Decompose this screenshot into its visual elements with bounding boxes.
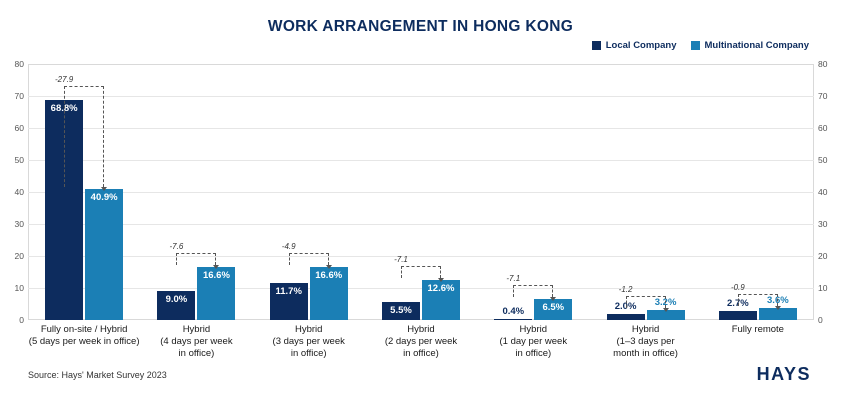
- hays-logo: HAYS: [756, 364, 811, 384]
- bar-value-label-multinational: 12.6%: [427, 282, 455, 294]
- bar-group: [140, 64, 252, 320]
- delta-bracket: [401, 266, 441, 278]
- bar-value-label-local: 0.4%: [502, 305, 525, 317]
- bar-value-label-local: 68.8%: [50, 102, 78, 114]
- bar-local-company[interactable]: [494, 319, 532, 320]
- delta-label: -4.9: [281, 241, 296, 251]
- x-label-line: in office): [290, 348, 327, 359]
- x-label-line: (3 days per week: [272, 336, 345, 347]
- bar-group: [477, 64, 589, 320]
- chart-legend: [592, 40, 809, 51]
- y-tick-label: 80: [14, 59, 24, 69]
- legend-swatch-multinational: [691, 41, 700, 50]
- y-tick-label: 80: [818, 59, 828, 69]
- bar-series-group: [28, 64, 814, 320]
- delta-arrow-icon: [438, 278, 444, 282]
- bar-multinational-company[interactable]: [85, 189, 123, 320]
- x-label-line: Hybrid: [407, 324, 435, 335]
- delta-bracket: [176, 253, 216, 265]
- delta-arrow-icon: [550, 297, 556, 301]
- x-axis-category-label: [589, 324, 701, 360]
- y-tick-label: 0: [818, 315, 823, 325]
- bar-local-company[interactable]: [607, 314, 645, 320]
- bar-value-label-multinational: 3.2%: [654, 296, 677, 308]
- y-tick-label: 50: [14, 155, 24, 165]
- x-label-line: (5 days per week in office): [28, 336, 140, 347]
- x-label-line: in office): [515, 348, 552, 359]
- legend-label-multinational: Multinational Company: [704, 40, 809, 51]
- delta-bracket: [626, 296, 666, 308]
- bar-group: [589, 64, 701, 320]
- delta-bracket: [289, 253, 329, 265]
- y-tick-label: 40: [14, 187, 24, 197]
- delta-arrow-icon: [213, 265, 219, 269]
- x-label-line: Fully on-site / Hybrid: [40, 324, 128, 335]
- bar-group: [28, 64, 140, 320]
- delta-bracket: [64, 86, 104, 187]
- x-axis-category-label: [28, 324, 140, 348]
- x-label-line: Hybrid: [182, 324, 211, 335]
- x-label-line: Hybrid: [294, 324, 323, 335]
- delta-arrow-icon: [326, 265, 332, 269]
- legend-item-local: [592, 40, 677, 51]
- x-label-line: Hybrid: [631, 324, 660, 335]
- source-note: Source: Hays' Market Survey 2023: [28, 370, 167, 380]
- delta-arrow-icon: [663, 308, 669, 312]
- y-tick-label: 50: [818, 155, 828, 165]
- x-axis-category-label: [140, 324, 252, 360]
- bar-value-label-local: 2.0%: [614, 300, 637, 312]
- x-label-line: (1–3 days per: [616, 336, 675, 347]
- delta-label: -7.6: [169, 241, 184, 251]
- bar-group: [365, 64, 477, 320]
- y-tick-label: 10: [818, 283, 828, 293]
- y-tick-label: 70: [14, 91, 24, 101]
- delta-label: -7.1: [394, 254, 408, 264]
- x-axis-category-label: [702, 324, 814, 336]
- x-axis-category-label: [253, 324, 365, 360]
- y-tick-label: 30: [14, 219, 24, 229]
- x-label-line: Hybrid: [519, 324, 547, 335]
- x-label-line: Fully remote: [731, 324, 784, 335]
- bar-group: [253, 64, 365, 320]
- y-tick-label: 10: [14, 283, 24, 293]
- bar-value-label-local: 11.7%: [275, 285, 302, 297]
- bar-group: [702, 64, 814, 320]
- delta-bracket: [513, 285, 553, 297]
- y-tick-label: 0: [19, 315, 24, 325]
- delta-label: -7.1: [506, 274, 521, 284]
- y-tick-label: 30: [818, 219, 828, 229]
- bar-value-label-multinational: 16.6%: [315, 269, 343, 281]
- x-label-line: in office): [403, 348, 439, 359]
- bar-value-label-multinational: 3.6%: [767, 295, 789, 307]
- legend-swatch-local: [592, 41, 601, 50]
- x-axis-category-label: [365, 324, 477, 360]
- y-tick-label: 60: [14, 123, 24, 133]
- plot-area: [14, 59, 828, 325]
- delta-label: -0.9: [730, 283, 745, 293]
- y-tick-label: 20: [818, 251, 828, 261]
- x-label-line: month in office): [613, 348, 678, 359]
- delta-arrow-icon: [775, 306, 781, 310]
- bar-value-label-multinational: 6.5%: [542, 302, 565, 314]
- bar-value-label-local: 5.5%: [390, 305, 412, 317]
- x-label-line: (2 days per week: [384, 336, 458, 347]
- x-axis-category-label: [477, 324, 589, 360]
- delta-arrow-icon: [101, 187, 107, 191]
- delta-label: -27.9: [55, 74, 74, 84]
- delta-bracket: [738, 294, 778, 306]
- x-axis-labels: [28, 324, 814, 372]
- y-tick-label: 60: [818, 123, 828, 133]
- x-label-line: (4 days per week: [160, 336, 233, 347]
- delta-label: -1.2: [618, 284, 633, 294]
- legend-label-local: Local Company: [605, 40, 677, 51]
- bar-value-label-multinational: 40.9%: [90, 192, 118, 204]
- y-tick-label: 20: [14, 251, 24, 261]
- x-label-line: (1 day per week: [499, 336, 568, 347]
- bar-value-label-local: 2.7%: [727, 298, 749, 310]
- bar-value-label-local: 9.0%: [165, 294, 188, 306]
- bar-local-company[interactable]: [719, 311, 757, 320]
- chart-title: WORK ARRANGEMENT IN HONG KONG: [267, 18, 574, 35]
- y-tick-label: 40: [818, 187, 828, 197]
- y-tick-label: 70: [818, 91, 828, 101]
- x-label-line: in office): [178, 348, 215, 359]
- legend-item-multinational: [691, 40, 810, 51]
- bar-value-label-multinational: 16.6%: [202, 269, 230, 281]
